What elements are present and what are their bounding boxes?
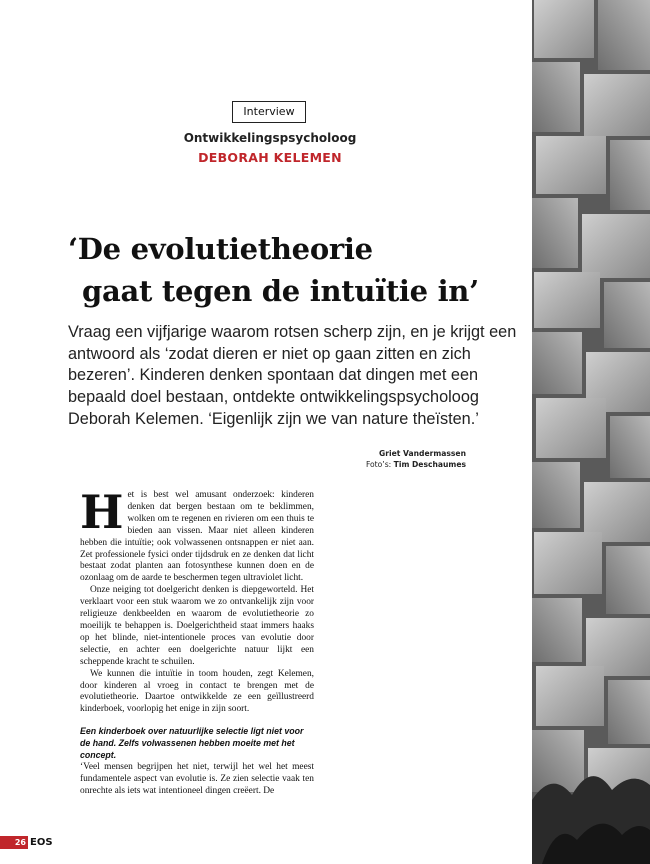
page-number: 26 [0,836,28,849]
headline-line-1: ‘De evolutietheorie [68,232,373,266]
author-name: Griet Vandermassen [379,449,466,458]
interview-question: Een kinderboek over natuurlijke selectie ligt niet voor de hand. Zelfs volwassenen hebben moeite met het concept. [80,726,304,761]
photographer-name: Tim Deschaumes [393,460,466,469]
section-label: Interview [232,101,306,123]
headline-line-2: gaat tegen de intuïtie in’ [82,274,479,308]
interviewee-role: Ontwikkelingspsycholoog [183,131,357,145]
article-body [80,485,314,798]
body-paragraph-4: ‘Veel mensen begrijpen het niet, terwijl het wel het meest fundamentele aspect van evolutie is. Ze zien selectie vaak ten onrechte als iets wat intentioneel dingen creëert. De [80,761,314,796]
body-paragraph-1 [80,485,314,585]
interviewee-name: DEBORAH KELEMEN [198,150,342,165]
stone-wall-photo [532,0,650,864]
drop-cap: H [80,485,124,539]
article-intro: Vraag een vijfjarige waarom rotsen scherp zijn, en je krijgt een antwoord als ‘zodat dieren er niet op gaan zitten en zich bezeren’. Kinderen denken spontaan dat dingen met een bepaald doel bestaan, ontdekte ontwikkelingspsycholoog Deborah Kelemen. ‘Eigenlijk zijn we van nature theïsten.’ [68,323,517,428]
article-headline [68,228,528,312]
body-paragraph-3: We kunnen die intuïtie in toom houden, zegt Kelemen, door kinderen al vroeg in contact te brengen met de evolutietheorie. Daartoe ontwikkelde ze een geïllustreerd kinderboek, voorlopig het enige in zijn soort. [80,668,314,715]
body-paragraph-2: Onze neiging tot doelgericht denken is diepgeworteld. Het verklaart voor een stuk waarom we zo ontvankelijk zijn voor religieuze denkbeelden en waarom de evolutietheorie zo moeilijk te behappen is. Doelgerichtheid staat immers haaks op het blinde, niet-intentionele proces van evolutie door selectie, en achter een doelgerichte natuur lijkt een scheppende kracht te schuilen. [80,585,314,667]
body-paragraph-1-text: et is best wel amusant onderzoek: kinderen denken dat bergen bestaan om te beklimmen, wolken om te regenen en rivieren om een thuis te bieden aan vissen. Maar niet alleen kinderen hebben die intuïtie; ook volwassenen ontsnappen er niet aan. Zet professionele fysici onder tijdsdruk en ze denken dat licht bestaat zodat planten aan fotosynthese kunnen doen en de ozonlaag om de aarde te beschermen tegen ultraviolet licht. [80,490,314,584]
magazine-name: EOS [30,837,53,848]
photo-credit-prefix: Foto’s: [365,460,392,469]
article-credits [300,448,466,470]
